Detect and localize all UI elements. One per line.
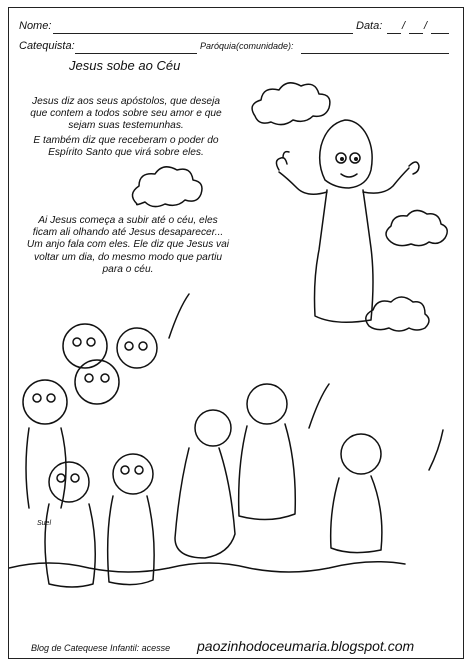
date-separator: /: [402, 20, 406, 32]
name-label: Nome:: [19, 20, 52, 32]
footer-url[interactable]: paozinhodoceumaria.blogspot.com: [197, 638, 415, 654]
paragraph-1: Jesus diz aos seus apóstolos, que deseja que contem a todos sobre seu amor e que sejam suas testemunhas.: [30, 96, 222, 132]
cloud-icon: [252, 83, 330, 125]
artist-signature: Suel: [37, 520, 52, 527]
parish-label: Paróquia(comunidade):: [200, 41, 294, 51]
cloud-icon: [132, 167, 202, 207]
footer-blog-label: Blog de Catequese Infantil: acesse: [31, 643, 171, 653]
date-separator: /: [424, 20, 428, 32]
apostles-crowd: [9, 294, 443, 587]
worksheet-page: [8, 7, 464, 659]
illustration: [9, 8, 464, 659]
catechist-label: Catequista:: [19, 40, 75, 52]
date-label: Data:: [356, 20, 383, 32]
jesus-figure: [276, 120, 419, 322]
cloud-icon: [366, 297, 429, 331]
paragraph-3: Ai Jesus começa a subir até o céu, eles ficam ali olhando até Jesus desaparecer... Um anjo fala com eles. Ele diz que Jesus vai voltar um dia, do mesmo modo que partiu para o céu.: [26, 215, 230, 275]
paragraph-2: E também diz que receberam o poder do Espírito Santo que virá sobre eles.: [33, 135, 219, 159]
page-title: Jesus sobe ao Céu: [69, 58, 181, 73]
cloud-icon: [386, 210, 447, 245]
